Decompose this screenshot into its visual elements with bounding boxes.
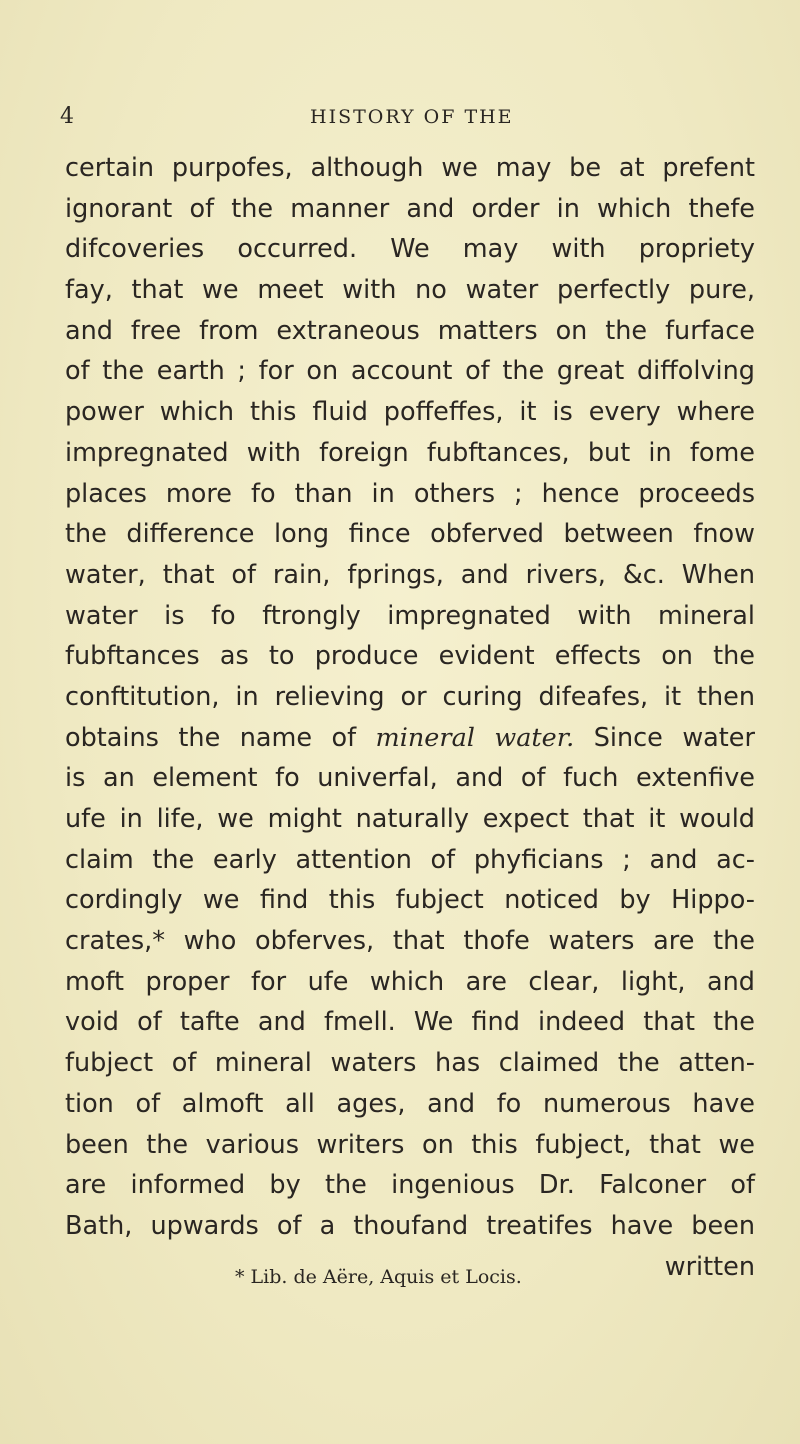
line-text-after: Since water [574,722,755,753]
catchword: written [664,1251,755,1282]
text-line: cordingly we find this fubject noticed by Hippo- [65,885,755,916]
text-line: fubftances as to produce evident effects on the [65,641,755,672]
text-line: difcoveries occurred. We may with propriety [65,234,755,265]
text-line: been the various writers on this fubject, that we [65,1129,755,1160]
text-line: is an element fo univerfal, and of fuch extenfive [65,763,755,794]
text-line: crates,* who obferves, that thofe waters are the [65,926,755,957]
text-line: water is fo ftrongly impregnated with mineral [65,600,755,631]
text-line: ignorant of the manner and order in which thefe [65,193,755,224]
text-line: impregnated with foreign fubftances, but in fome [65,437,755,468]
text-line: the difference long fince obferved between fnow [65,519,755,550]
text-line: water, that of rain, fprings, and rivers, &c. When [65,559,755,590]
italic-term: mineral water. [375,722,575,753]
running-title: HISTORY OF THE [310,106,514,128]
text-line: claim the early attention of phyficians ; and ac- [65,844,755,875]
text-line: conftitution, in relieving or curing difeafes, it then [65,681,755,712]
text-line: and free from extraneous matters on the furface [65,315,755,346]
line-text-before: obtains the name of [65,722,376,753]
text-line: void of tafte and fmell. We find indeed that the [65,1007,755,1038]
page-number: 4 [60,104,74,129]
text-line: ufe in life, we might naturally expect that it would [65,804,755,834]
body-text [65,148,755,1287]
page-header [0,104,800,134]
text-line: certain purpofes, although we may be at prefent [65,153,755,183]
text-line: power which this fluid poffeffes, it is every where [65,397,755,428]
text-line: of the earth ; for on account of the great diffolving [65,356,755,387]
text-line: are informed by the ingenious Dr. Falconer of [65,1170,755,1201]
text-line: fay, that we meet with no water perfectly pure, [65,275,755,306]
text-line: moft proper for ufe which are clear, light, and [65,966,755,997]
text-line-mineral-water [65,718,755,759]
text-line: places more fo than in others ; hence proceeds [65,478,755,509]
footnote: * Lib. de Aëre, Aquis et Locis. [235,1266,522,1288]
text-line: Bath, upwards of a thoufand treatifes have been [65,1210,755,1241]
text-line: tion of almoft all ages, and fo numerous have [65,1088,755,1119]
text-line: fubject of mineral waters has claimed the atten- [65,1048,755,1079]
